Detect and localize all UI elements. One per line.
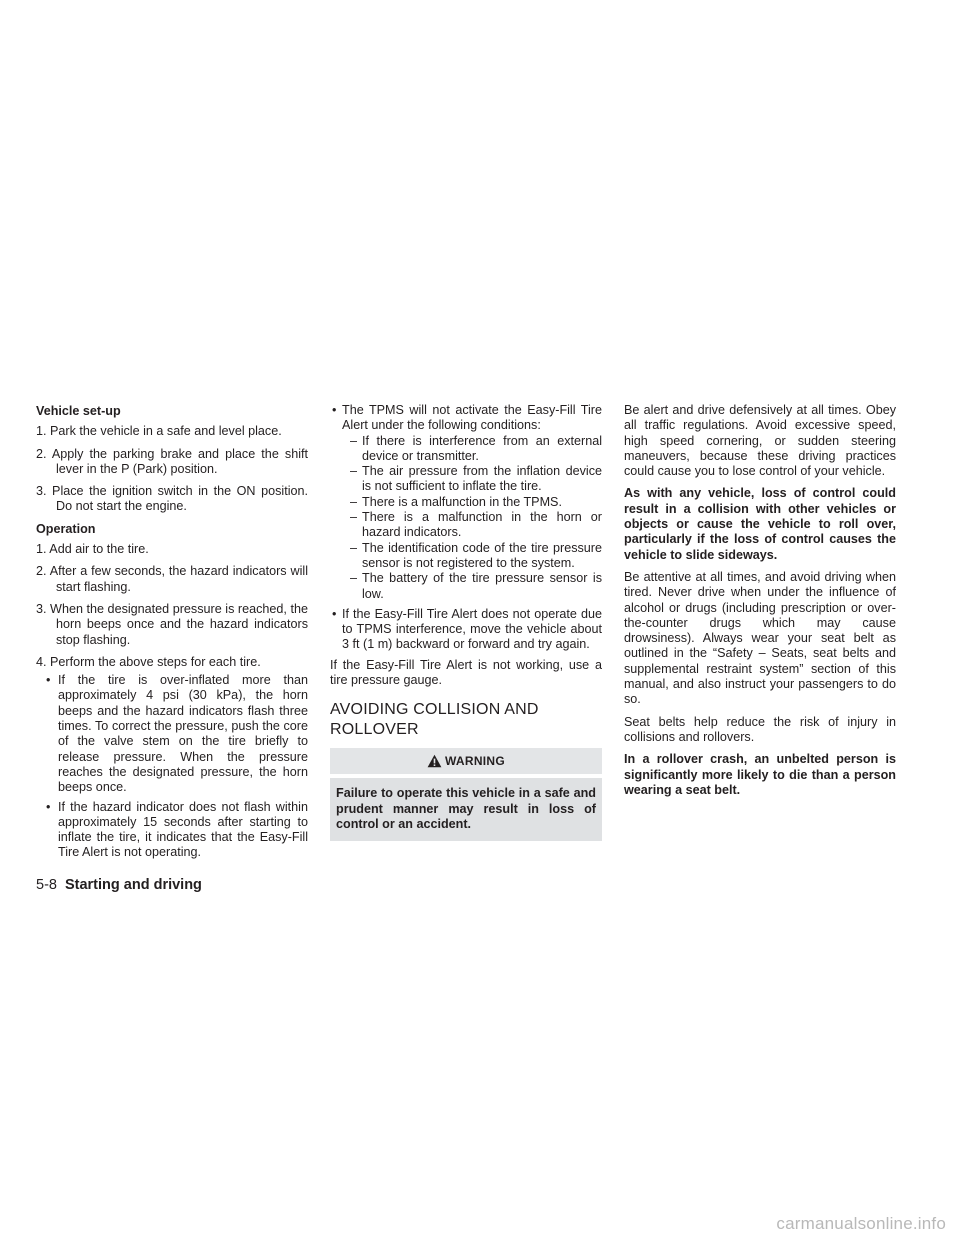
operation-step-2: 2. After a few seconds, the hazard indicators will start flashing. — [36, 564, 308, 594]
condition-item — [340, 571, 602, 602]
condition-text: There is a malfunction in the TPMS. — [362, 494, 562, 509]
section-title — [330, 700, 602, 740]
column-3 — [624, 403, 896, 805]
paragraph: Be alert and drive defensively at all times. Obey all traffic regulations. Avoid excessive speed, high speed cornering, or sudden steering maneuvers, because these driving practices could cause you to lose control of your vehicle. — [624, 403, 896, 479]
column-2 — [330, 403, 602, 841]
setup-step-1: 1. Park the vehicle in a safe and level place. — [36, 424, 282, 439]
warning-triangle-icon — [427, 754, 442, 768]
section-title-line: ROLLOVER — [330, 721, 419, 739]
bullet-item — [36, 673, 308, 795]
bullet-mark: • — [332, 403, 337, 417]
bullet-mark: • — [332, 606, 337, 621]
operation-step-1: 1. Add air to the tire. — [36, 542, 149, 557]
paragraph: Be attentive at all times, and avoid driving when tired. Never drive when under the influence of alcohol or drugs (including prescription or over-the-counter drugs which may cause drowsiness). Always wear your seat belt as outlined in the “Safety – Seats, seat belts and supplemental restraint system” section of this manual, and also instruct your passengers to do so. — [624, 569, 896, 707]
condition-text: There is a malfunction in the horn or hazard indicators. — [362, 510, 602, 540]
condition-text: If there is interference from an external device or transmitter. — [362, 433, 602, 463]
dash-mark: – — [350, 433, 358, 448]
bullet-mark: • — [46, 673, 51, 688]
dash-mark: – — [350, 510, 358, 525]
setup-step-2: 2. Apply the parking brake and place the shift lever in the P (Park) position. — [36, 446, 308, 476]
paragraph-bold: As with any vehicle, loss of control could result in a collision with other vehicles or objects or cause the vehicle to roll over, particularly if the loss of control causes the vehicle to slide sideways. — [624, 486, 896, 562]
page-footer — [36, 876, 202, 894]
operation-step-3: 3. When the designated pressure is reached, the horn beeps once and the hazard indicators stop flashing. — [36, 601, 308, 647]
condition-item — [340, 495, 602, 510]
heading-operation: Operation — [36, 521, 96, 536]
bullet-mark: • — [46, 799, 51, 814]
page-number: 5-8 — [36, 877, 57, 893]
bullet-text: The TPMS will not activate the Easy-Fill Tire Alert under the following conditions: — [342, 403, 602, 433]
setup-step-3: 3. Place the ignition switch in the ON position. Do not start the engine. — [36, 484, 308, 514]
warning-header — [330, 748, 602, 774]
operation-step-4: 4. Perform the above steps for each tire. — [36, 654, 261, 669]
dash-mark: – — [350, 540, 358, 555]
condition-item — [340, 464, 602, 495]
section-title-line: AVOIDING COLLISION AND — [330, 701, 539, 719]
dash-mark: – — [350, 571, 358, 586]
dash-mark: – — [350, 494, 358, 509]
bullet-item — [330, 607, 602, 653]
warning-text: Failure to operate this vehicle in a safe and prudent manner may result in loss of control or an accident. — [330, 778, 602, 841]
bullet-text: If the tire is over-inflated more than approximately 4 psi (30 kPa), the horn beeps and the hazard indicators flash three times. To correct the pressure, push the core of the valve stem on the tire briefly to release pressure. When the pressure reaches the designated pressure, the horn beeps once. — [58, 673, 308, 795]
condition-item — [340, 541, 602, 572]
condition-text: The battery of the tire pressure sensor is low. — [362, 571, 602, 601]
bullet-item — [330, 403, 602, 434]
condition-text: The air pressure from the inflation device is not sufficient to inflate the tire. — [362, 464, 602, 494]
watermark: carmanualsonline.info — [776, 1214, 946, 1233]
paragraph-bold: In a rollover crash, an unbelted person is significantly more likely to die than a person wearing a seat belt. — [624, 752, 896, 797]
bullet-text: If the Easy-Fill Tire Alert does not operate due to TPMS interference, move the vehicle about 3 ft (1 m) backward or forward and try again. — [342, 606, 602, 652]
condition-list — [340, 434, 602, 602]
heading-vehicle-setup: Vehicle set-up — [36, 404, 121, 418]
paragraph: Seat belts help reduce the risk of injury in collisions and rollovers. — [624, 714, 896, 744]
bullet-text: If the hazard indicator does not flash within approximately 15 seconds after starting to inflate the tire, it indicates that the Easy-Fill Tire Alert is not operating. — [58, 799, 308, 860]
dash-mark: – — [350, 464, 358, 479]
footer-section: Starting and driving — [64, 877, 202, 893]
column-1 — [36, 398, 308, 865]
condition-item — [340, 510, 602, 541]
paragraph: If the Easy-Fill Tire Alert is not working, use a tire pressure gauge. — [330, 657, 602, 688]
warning-box — [330, 748, 602, 841]
bullet-item — [36, 800, 308, 861]
warning-label: WARNING — [444, 753, 506, 768]
condition-text: The identification code of the tire pressure sensor is not registered to the system. — [362, 540, 602, 570]
condition-item — [340, 434, 602, 465]
